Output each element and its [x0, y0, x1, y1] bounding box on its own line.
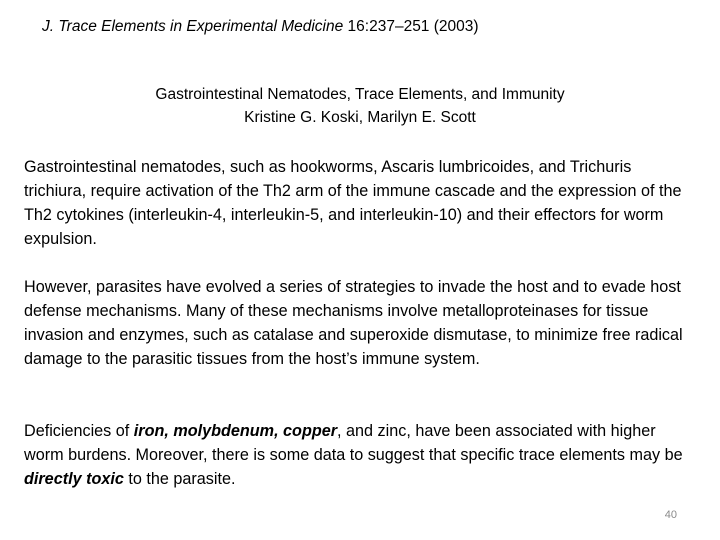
citation-details: 16:237–251 (2003): [343, 18, 479, 35]
paragraph-3: [24, 419, 696, 491]
emphasis-elements: iron, molybdenum, copper: [133, 422, 338, 440]
emphasis-toxic: directly toxic: [24, 470, 124, 488]
citation-journal: J. Trace Elements in Experimental Medicine: [42, 18, 344, 35]
paragraph-2: However, parasites have evolved a series of strategies to invade the host and to evade host defense mechanisms. Many of these mechanisms involve metalloproteinases for tissue invasion and enzymes, such as catalase and superoxide dismutase, to minimize free radical damage to the parasitic tissues from the host’s immune system.: [24, 278, 683, 368]
citation: [42, 16, 479, 38]
page-number: 40: [664, 509, 677, 521]
paragraph-3-text-2: , and zinc, have been associated with higher worm burdens. Moreover, there is some data to suggest that specific trace elements may be: [24, 422, 683, 464]
paragraph-3-text-3: to the parasite.: [123, 470, 236, 488]
article-authors: Kristine G. Koski, Marilyn E. Scott: [244, 109, 476, 126]
paragraph-1: Gastrointestinal nematodes, such as hookworms, Ascaris lumbricoides, and Trichuris trichiura, require activation of the Th2 arm of the immune cascade and the expression of the Th2 cytokines (interleukin-4, interleukin-5, and interleukin-10) and their effectors for worm expulsion.: [24, 158, 682, 248]
article-title: Gastrointestinal Nematodes, Trace Elements, and Immunity: [155, 86, 565, 103]
paragraph-3-text-1: Deficiencies of: [24, 422, 134, 440]
